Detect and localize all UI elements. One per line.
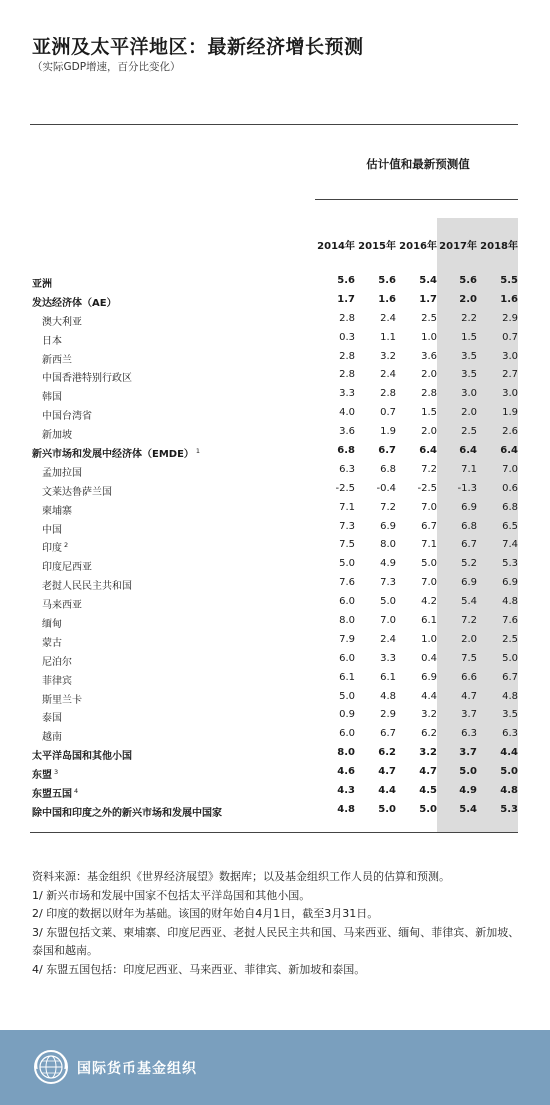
row-label-text: 日本 [42, 335, 62, 347]
value-cell: 7.3 [339, 520, 355, 532]
value-cell: 2.4 [380, 312, 396, 324]
row-label-text: 尼泊尔 [42, 656, 72, 668]
value-cell: 1.6 [500, 293, 518, 305]
value-cell: 5.0 [339, 558, 355, 570]
value-cell: -0.4 [376, 482, 396, 494]
value-cell: 0.7 [502, 331, 518, 343]
row-label-text: 澳大利亚 [42, 316, 82, 328]
imf-seal-icon [33, 1049, 69, 1085]
table-row [0, 423, 550, 442]
value-cell: 2.5 [502, 633, 518, 645]
value-cell: 1.7 [419, 293, 437, 305]
value-cell: 3.0 [502, 350, 518, 362]
value-cell: 7.0 [421, 501, 437, 513]
table-row [0, 801, 550, 820]
value-cell: 5.2 [461, 558, 477, 570]
row-label-text: 亚洲 [32, 279, 52, 290]
value-cell: 7.3 [380, 577, 396, 589]
value-cell: 7.6 [339, 577, 355, 589]
page-subtitle: （实际GDP增速，百分比变化） [32, 61, 181, 73]
value-cell: 4.4 [500, 747, 518, 759]
value-cell: 6.9 [461, 501, 477, 513]
value-cell: 7.5 [339, 539, 355, 551]
row-label [32, 445, 200, 460]
value-cell: 6.6 [461, 671, 477, 683]
row-label-text: 中国香港特别行政区 [42, 373, 132, 385]
page-title: 亚洲及太平洋地区：最新经济增长预测 [32, 36, 364, 58]
table-row [0, 518, 550, 537]
value-cell: -2.5 [335, 482, 355, 494]
table-row [0, 725, 550, 744]
table-row [0, 329, 550, 348]
value-cell: 6.9 [502, 577, 518, 589]
table-row [0, 593, 550, 612]
value-cell: 1.0 [421, 331, 437, 343]
value-cell: 6.9 [380, 520, 396, 532]
value-cell: 2.2 [461, 312, 477, 324]
row-label-text: 除中国和印度之外的新兴市场和发展中国家 [32, 807, 222, 819]
row-label [42, 577, 132, 592]
table-row [0, 650, 550, 669]
table-row [0, 366, 550, 385]
value-cell: 5.3 [502, 558, 518, 570]
value-cell: 4.3 [337, 785, 355, 797]
value-cell: 2.0 [461, 633, 477, 645]
row-label-text: 中国 [42, 524, 62, 536]
row-label-text: 韩国 [42, 392, 62, 404]
row-label [32, 785, 78, 800]
row-label [42, 313, 82, 328]
value-cell: 2.6 [502, 426, 518, 438]
value-cell: 7.5 [461, 652, 477, 664]
value-cell: 2.4 [380, 369, 396, 381]
notes-section [32, 868, 522, 979]
value-cell: 6.0 [339, 728, 355, 740]
value-cell: 3.6 [421, 350, 437, 362]
value-cell: 3.5 [461, 350, 477, 362]
footnote-marker: 4 [74, 786, 79, 795]
footnote: 3/ 东盟包括文莱、柬埔寨、印度尼西亚、老挝人民民主共和国、马来西亚、缅甸、菲律宾、新加坡、泰国和越南。 [32, 925, 520, 957]
table-row [0, 461, 550, 480]
row-label [42, 615, 62, 630]
row-label [42, 426, 72, 441]
footnote: 4/ 东盟五国包括：印度尼西亚、马来西亚、菲律宾、新加坡和泰国。 [32, 962, 366, 976]
value-cell: 2.5 [421, 312, 437, 324]
value-cell: 7.9 [339, 633, 355, 645]
value-cell: 6.4 [419, 445, 437, 457]
value-cell: 3.6 [339, 426, 355, 438]
year-header-row [0, 237, 550, 251]
row-label-text: 新兴市场和发展中经济体（EMDE） [32, 449, 194, 461]
table-row [0, 480, 550, 499]
table-row [0, 348, 550, 367]
value-cell: 6.7 [502, 671, 518, 683]
value-cell: 7.2 [421, 463, 437, 475]
value-cell: 3.3 [339, 388, 355, 400]
value-cell: 3.0 [502, 388, 518, 400]
table-row [0, 404, 550, 423]
value-cell: 4.9 [380, 558, 396, 570]
value-cell: 1.7 [337, 293, 355, 305]
value-cell: 2.8 [421, 388, 437, 400]
value-cell: 6.4 [459, 445, 477, 457]
value-cell: 7.1 [421, 539, 437, 551]
value-cell: 3.0 [461, 388, 477, 400]
table-row [0, 291, 550, 310]
value-cell: 5.5 [500, 275, 518, 286]
table-row [0, 744, 550, 763]
row-label-text: 斯里兰卡 [42, 694, 82, 706]
value-cell: 6.3 [461, 728, 477, 740]
value-cell: 8.0 [337, 747, 355, 759]
value-cell: 4.8 [500, 785, 518, 797]
value-cell: 7.4 [502, 539, 518, 551]
value-cell: 6.0 [339, 596, 355, 608]
value-cell: 5.0 [378, 803, 396, 815]
value-cell: 1.5 [421, 407, 437, 419]
value-cell: 3.7 [461, 709, 477, 721]
value-cell: 6.7 [421, 520, 437, 532]
value-cell: 4.9 [459, 785, 477, 797]
footnote-marker: 3 [54, 767, 59, 776]
row-label-text: 东盟 [32, 770, 52, 782]
value-cell: 4.7 [461, 690, 477, 702]
growth-table [0, 272, 550, 820]
value-cell: 7.0 [380, 615, 396, 627]
row-label-text: 新西兰 [42, 354, 72, 366]
value-cell: 0.4 [421, 652, 437, 664]
value-cell: 2.8 [339, 369, 355, 381]
value-cell: 5.0 [339, 690, 355, 702]
value-cell: 6.7 [461, 539, 477, 551]
column-group-label: 估计值和最新预测值 [366, 157, 470, 171]
value-cell: 4.0 [339, 407, 355, 419]
row-label [42, 502, 72, 517]
table-row [0, 782, 550, 801]
source-note: 资料来源：基金组织《世界经济展望》数据库；以及基金组织工作人员的估算和预测。 [32, 870, 450, 883]
value-cell: 7.2 [380, 501, 396, 513]
value-cell: 4.7 [419, 766, 437, 778]
row-label [42, 728, 62, 743]
value-cell: 6.2 [378, 747, 396, 759]
value-cell: 5.6 [378, 275, 396, 286]
value-cell: 4.4 [378, 785, 396, 797]
footnote: 2/ 印度的数据以财年为基础。该国的财年始自4月1日，截至3月31日。 [32, 907, 379, 920]
row-label-text: 孟加拉国 [42, 467, 82, 479]
value-cell: 5.0 [380, 596, 396, 608]
row-label-text: 中国台湾省 [42, 411, 92, 423]
table-row [0, 272, 550, 291]
row-label [32, 766, 58, 781]
value-cell: 5.6 [459, 275, 477, 286]
value-cell: 5.4 [461, 596, 477, 608]
footer-bar [0, 1030, 550, 1105]
row-label [32, 747, 132, 762]
table-row [0, 574, 550, 593]
value-cell: 4.8 [380, 690, 396, 702]
value-cell: 7.0 [502, 463, 518, 475]
value-cell: 6.5 [502, 520, 518, 532]
value-cell: 1.1 [380, 331, 396, 343]
value-cell: 5.0 [459, 766, 477, 778]
value-cell: 6.1 [339, 671, 355, 683]
row-label [32, 804, 222, 819]
year-header: 2016年 [399, 241, 437, 252]
value-cell: 0.7 [380, 407, 396, 419]
value-cell: 1.0 [421, 633, 437, 645]
value-cell: 1.9 [380, 426, 396, 438]
table-top-rule [30, 124, 518, 125]
row-label-text: 缅甸 [42, 619, 62, 631]
value-cell: 5.3 [500, 803, 518, 815]
value-cell: 6.1 [380, 671, 396, 683]
table-row [0, 763, 550, 782]
row-label [42, 672, 72, 687]
row-label-text: 泰国 [42, 713, 62, 725]
value-cell: 4.5 [419, 785, 437, 797]
value-cell: 5.0 [502, 652, 518, 664]
row-label [32, 294, 117, 309]
value-cell: 3.7 [459, 747, 477, 759]
table-row [0, 555, 550, 574]
row-label-text: 太平洋岛国和其他小国 [32, 751, 132, 763]
row-label-text: 东盟五国 [32, 789, 72, 801]
value-cell: 2.0 [461, 407, 477, 419]
value-cell: 3.2 [421, 709, 437, 721]
row-label-text: 新加坡 [42, 430, 72, 442]
value-cell: 2.5 [461, 426, 477, 438]
table-row [0, 669, 550, 688]
year-header: 2015年 [358, 241, 396, 252]
value-cell: 1.6 [378, 293, 396, 305]
footnote-marker: 1 [195, 446, 201, 455]
value-cell: 2.9 [380, 709, 396, 721]
row-label [42, 539, 68, 554]
value-cell: 2.8 [339, 350, 355, 362]
value-cell: 2.4 [380, 633, 396, 645]
table-row [0, 385, 550, 404]
value-cell: 6.8 [461, 520, 477, 532]
value-cell: 0.3 [339, 331, 355, 343]
value-cell: 1.9 [502, 407, 518, 419]
row-label-text: 发达经济体（AE） [32, 297, 117, 309]
value-cell: 5.0 [421, 558, 437, 570]
value-cell: 6.4 [500, 445, 518, 457]
value-cell: 4.4 [421, 690, 437, 702]
row-label-text: 越南 [42, 732, 62, 744]
row-label-text: 菲律宾 [42, 675, 72, 687]
footnote: 1/ 新兴市场和发展中国家不包括太平洋岛国和其他小国。 [32, 888, 311, 902]
column-group-rule [315, 199, 518, 200]
table-row [0, 631, 550, 650]
footnote-marker: 2 [64, 541, 69, 550]
value-cell: 8.0 [339, 615, 355, 627]
row-label [42, 369, 132, 384]
value-cell: 6.7 [380, 728, 396, 740]
row-label [42, 483, 112, 498]
row-label-text: 印度 [42, 543, 62, 555]
value-cell: 6.8 [502, 501, 518, 513]
value-cell: -1.3 [457, 482, 477, 494]
table-row [0, 499, 550, 518]
row-label [42, 351, 72, 366]
value-cell: 7.1 [461, 463, 477, 475]
table-row [0, 310, 550, 329]
table-row [0, 612, 550, 631]
row-label [42, 653, 72, 668]
row-label [42, 521, 62, 536]
row-label [42, 709, 62, 724]
row-label [42, 596, 82, 611]
value-cell: 2.9 [502, 312, 518, 324]
row-label-text: 老挝人民民主共和国 [42, 581, 132, 593]
value-cell: 5.0 [419, 803, 437, 815]
row-label-text: 柬埔寨 [42, 505, 72, 517]
value-cell: 5.0 [500, 766, 518, 778]
row-label-text: 蒙古 [42, 637, 62, 649]
value-cell: 6.9 [461, 577, 477, 589]
table-row [0, 706, 550, 725]
value-cell: 3.5 [502, 709, 518, 721]
value-cell: 0.6 [502, 482, 518, 494]
value-cell: 2.8 [339, 312, 355, 324]
value-cell: 6.7 [378, 445, 396, 457]
value-cell: 8.0 [380, 539, 396, 551]
row-label [32, 275, 52, 290]
value-cell: 7.2 [461, 615, 477, 627]
value-cell: 5.4 [419, 275, 437, 286]
value-cell: 4.7 [378, 766, 396, 778]
value-cell: 0.9 [339, 709, 355, 721]
value-cell: 2.0 [421, 369, 437, 381]
value-cell: 5.4 [459, 803, 477, 815]
value-cell: 3.2 [419, 747, 437, 759]
row-label-text: 印度尼西亚 [42, 562, 92, 574]
value-cell: 3.3 [380, 652, 396, 664]
row-label [42, 388, 62, 403]
row-label [42, 634, 62, 649]
year-header: 2014年 [317, 241, 355, 252]
value-cell: 4.8 [502, 690, 518, 702]
value-cell: 6.2 [421, 728, 437, 740]
value-cell: 1.5 [461, 331, 477, 343]
value-cell: 4.2 [421, 596, 437, 608]
row-label-text: 文莱达鲁萨兰国 [42, 486, 112, 498]
value-cell: 4.6 [337, 766, 355, 778]
table-row [0, 536, 550, 555]
value-cell: 2.7 [502, 369, 518, 381]
row-label [42, 332, 62, 347]
value-cell: 6.8 [380, 463, 396, 475]
value-cell: 6.3 [339, 463, 355, 475]
value-cell: 6.0 [339, 652, 355, 664]
value-cell: 4.8 [337, 803, 355, 815]
row-label-text: 马来西亚 [42, 600, 82, 612]
year-header: 2018年 [480, 241, 518, 252]
value-cell: 2.0 [421, 426, 437, 438]
row-label [42, 407, 92, 422]
year-header: 2017年 [439, 241, 477, 252]
row-label [42, 464, 82, 479]
value-cell: 2.8 [380, 388, 396, 400]
value-cell: 3.5 [461, 369, 477, 381]
value-cell: 6.3 [502, 728, 518, 740]
value-cell: 6.8 [337, 445, 355, 457]
value-cell: 4.8 [502, 596, 518, 608]
table-row [0, 688, 550, 707]
value-cell: -2.5 [417, 482, 437, 494]
value-cell: 6.1 [421, 615, 437, 627]
value-cell: 7.1 [339, 501, 355, 513]
value-cell: 5.6 [337, 275, 355, 286]
value-cell: 2.0 [459, 293, 477, 305]
org-name: 国际货币基金组织 [77, 1061, 197, 1077]
value-cell: 6.9 [421, 671, 437, 683]
value-cell: 3.2 [380, 350, 396, 362]
value-cell: 7.6 [502, 615, 518, 627]
table-row [0, 442, 550, 461]
row-label [42, 558, 92, 573]
value-cell: 7.0 [421, 577, 437, 589]
row-label [42, 691, 82, 706]
table-bottom-rule [30, 832, 518, 833]
